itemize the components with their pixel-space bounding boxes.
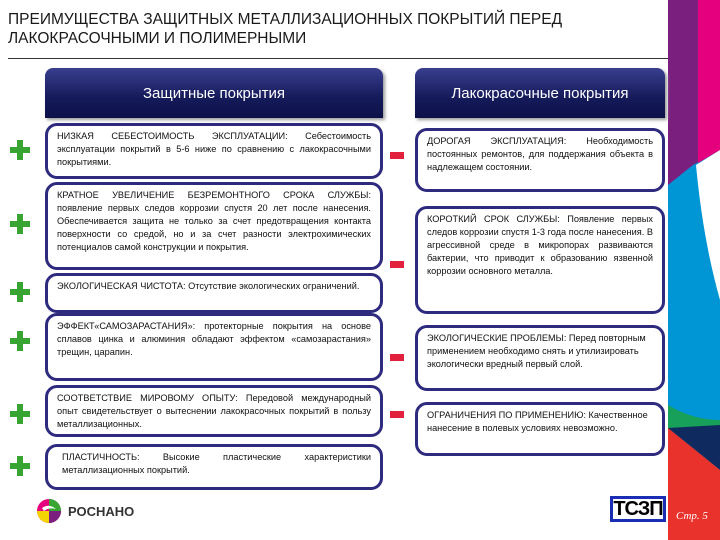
rosnano-logo-icon xyxy=(36,498,62,524)
tszp-logo: ТСЗП xyxy=(610,496,666,522)
minus-icon xyxy=(390,261,404,268)
slide-title: ПРЕИМУЩЕСТВА ЗАЩИТНЫХ МЕТАЛЛИЗАЦИОННЫХ ПОКРЫТИЙ ПЕРЕД ЛАКОКРАСОЧНЫМИ И ПОЛИМЕРНЫМИ xyxy=(8,11,563,47)
advantage-item: КРАТНОЕ УВЕЛИЧЕНИЕ БЕЗРЕМОНТНОГО СРОКА СЛУЖБЫ: появление первых следов коррозии спустя 20 лет после нанесения. Обеспечивается защита не только за счет предотвращения контакта поверхности со средой, но и за счет разности электрохимических потенциалов самой конструкции и покрытия. xyxy=(45,182,383,270)
advantage-item: ЭКОЛОГИЧЕСКАЯ ЧИСТОТА: Отсутствие экологических ограничений. xyxy=(45,273,383,313)
header-protective-coatings: Защитные покрытия xyxy=(45,68,383,118)
advantage-item: ПЛАСТИЧНОСТЬ: Высокие пластические характеристики металлизационных покрытий. xyxy=(45,444,383,490)
disadvantage-item: ЭКОЛОГИЧЕСКИЕ ПРОБЛЕМЫ: Перед повторным применением необходимо снять и утилизировать экологически вредный первый слой. xyxy=(415,325,665,391)
plus-icon xyxy=(10,456,30,476)
plus-icon xyxy=(10,140,30,160)
page-number: Стр. 5 xyxy=(676,510,708,522)
disadvantage-item: ДОРОГАЯ ЭКСПЛУАТАЦИЯ: Необходимость постоянных ремонтов, для поддержания объекта в надлежащем состоянии. xyxy=(415,128,665,192)
rosnano-label: РОСНАНО xyxy=(68,503,135,519)
rosnano-logo xyxy=(36,498,134,524)
header-paint-coatings: Лакокрасочные покрытия xyxy=(415,68,665,118)
disadvantage-item: ОГРАНИЧЕНИЯ ПО ПРИМЕНЕНИЮ: Качественное нанесение в полевых условиях невозможно. xyxy=(415,402,665,456)
minus-icon xyxy=(390,152,404,159)
advantage-item: НИЗКАЯ СЕБЕСТОИМОСТЬ ЭКСПЛУАТАЦИИ: Себестоимость эксплуатации покрытий в 5-6 ниже по сравнению с лакокрасочными покрытиями. xyxy=(45,123,383,179)
decorative-color-strip xyxy=(668,0,720,540)
plus-icon xyxy=(10,282,30,302)
advantage-item: ЭФФЕКТ«САМОЗАРАСТАНИЯ»: протекторные покрытия на основе сплавов цинка и алюминия обладают эффектом «самозарастания» трещин, царапин. xyxy=(45,313,383,381)
plus-icon xyxy=(10,214,30,234)
minus-icon xyxy=(390,411,404,418)
plus-icon xyxy=(10,404,30,424)
advantage-item: СООТВЕТСТВИЕ МИРОВОМУ ОПЫТУ: Передовой международный опыт свидетельствует о вытеснении лакокрасочных покрытий в пользу металлизационных. xyxy=(45,385,383,437)
minus-icon xyxy=(390,354,404,361)
disadvantage-item: КОРОТКИЙ СРОК СЛУЖБЫ: Появление первых следов коррозии спустя 1-3 года после нанесения. В агрессивной среде в микропорах развиваются бактерии, что приводит к образованию язвенной коррозии основного металла. xyxy=(415,206,665,314)
title-divider xyxy=(8,58,668,59)
plus-icon xyxy=(10,331,30,351)
